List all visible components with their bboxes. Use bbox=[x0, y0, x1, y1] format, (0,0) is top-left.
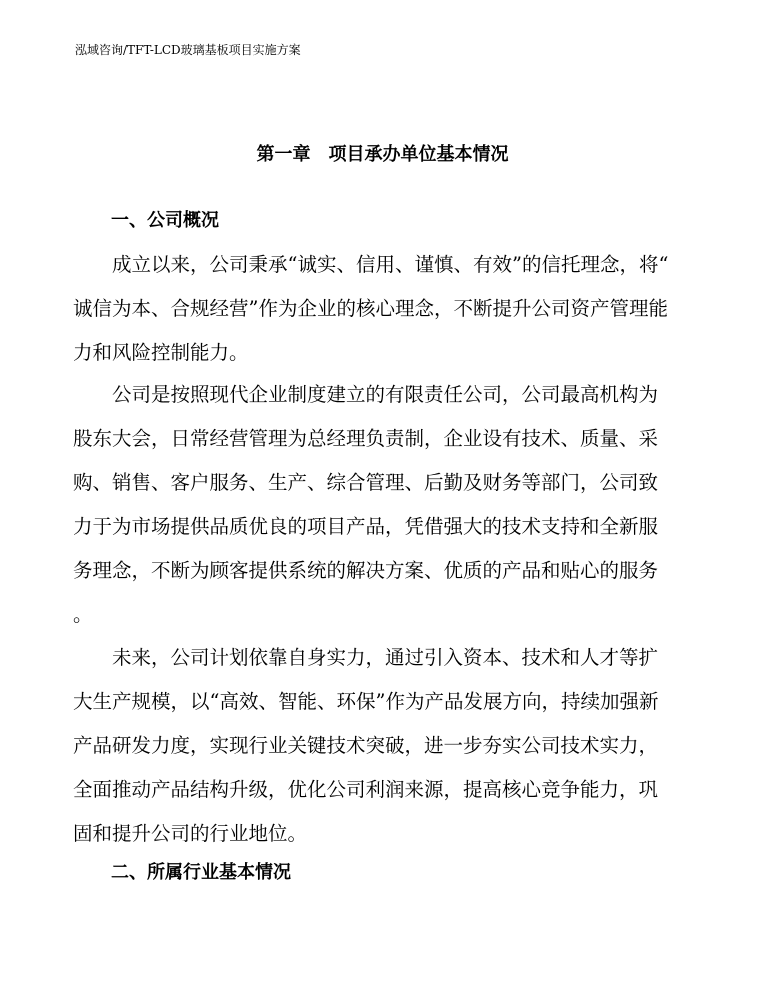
paragraph-line: 全面推动产品结构升级，优化公司利润来源，提高核心竞争能力，巩 bbox=[73, 778, 659, 801]
paragraph-line: 。 bbox=[73, 603, 93, 626]
paragraph-1 bbox=[73, 243, 693, 375]
chapter-title: 第一章 项目承办单位基本情况 bbox=[256, 144, 509, 165]
section-heading-industry: 二、所属行业基本情况 bbox=[111, 862, 291, 883]
paragraph-line: 成立以来，公司秉承“诚实、信用、谨慎、有效”的信托理念，将“ bbox=[112, 253, 669, 276]
paragraph-line: 公司是按照现代企业制度建立的有限责任公司，公司最高机构为 bbox=[112, 383, 659, 406]
paragraph-line: 力和风险控制能力。 bbox=[73, 341, 249, 364]
section-heading-company-overview: 一、公司概况 bbox=[111, 210, 219, 231]
page-header: 泓域咨询/TFT-LCD玻璃基板项目实施方案 bbox=[75, 43, 301, 57]
paragraph-line: 力于为市场提供品质优良的项目产品，凭借强大的技术支持和全新服 bbox=[73, 515, 659, 538]
paragraph-3 bbox=[73, 636, 693, 856]
paragraph-2 bbox=[73, 373, 693, 637]
paragraph-line: 购、销售、客户服务、生产、综合管理、后勤及财务等部门，公司致 bbox=[73, 471, 659, 494]
paragraph-line: 股东大会，日常经营管理为总经理负责制，企业设有技术、质量、采 bbox=[73, 427, 659, 450]
paragraph-line: 未来，公司计划依靠自身实力，通过引入资本、技术和人才等扩 bbox=[112, 646, 659, 669]
paragraph-line: 诚信为本、合规经营”作为企业的核心理念，不断提升公司资产管理能 bbox=[73, 297, 668, 320]
paragraph-line: 固和提升公司的行业地位。 bbox=[73, 822, 308, 845]
paragraph-line: 产品研发力度，实现行业关键技术突破，进一步夯实公司技术实力， bbox=[73, 734, 659, 757]
paragraph-line: 务理念，不断为顾客提供系统的解决方案、优质的产品和贴心的服务 bbox=[73, 559, 659, 582]
paragraph-line: 大生产规模，以“高效、智能、环保”作为产品发展方向，持续加强新 bbox=[73, 690, 659, 713]
